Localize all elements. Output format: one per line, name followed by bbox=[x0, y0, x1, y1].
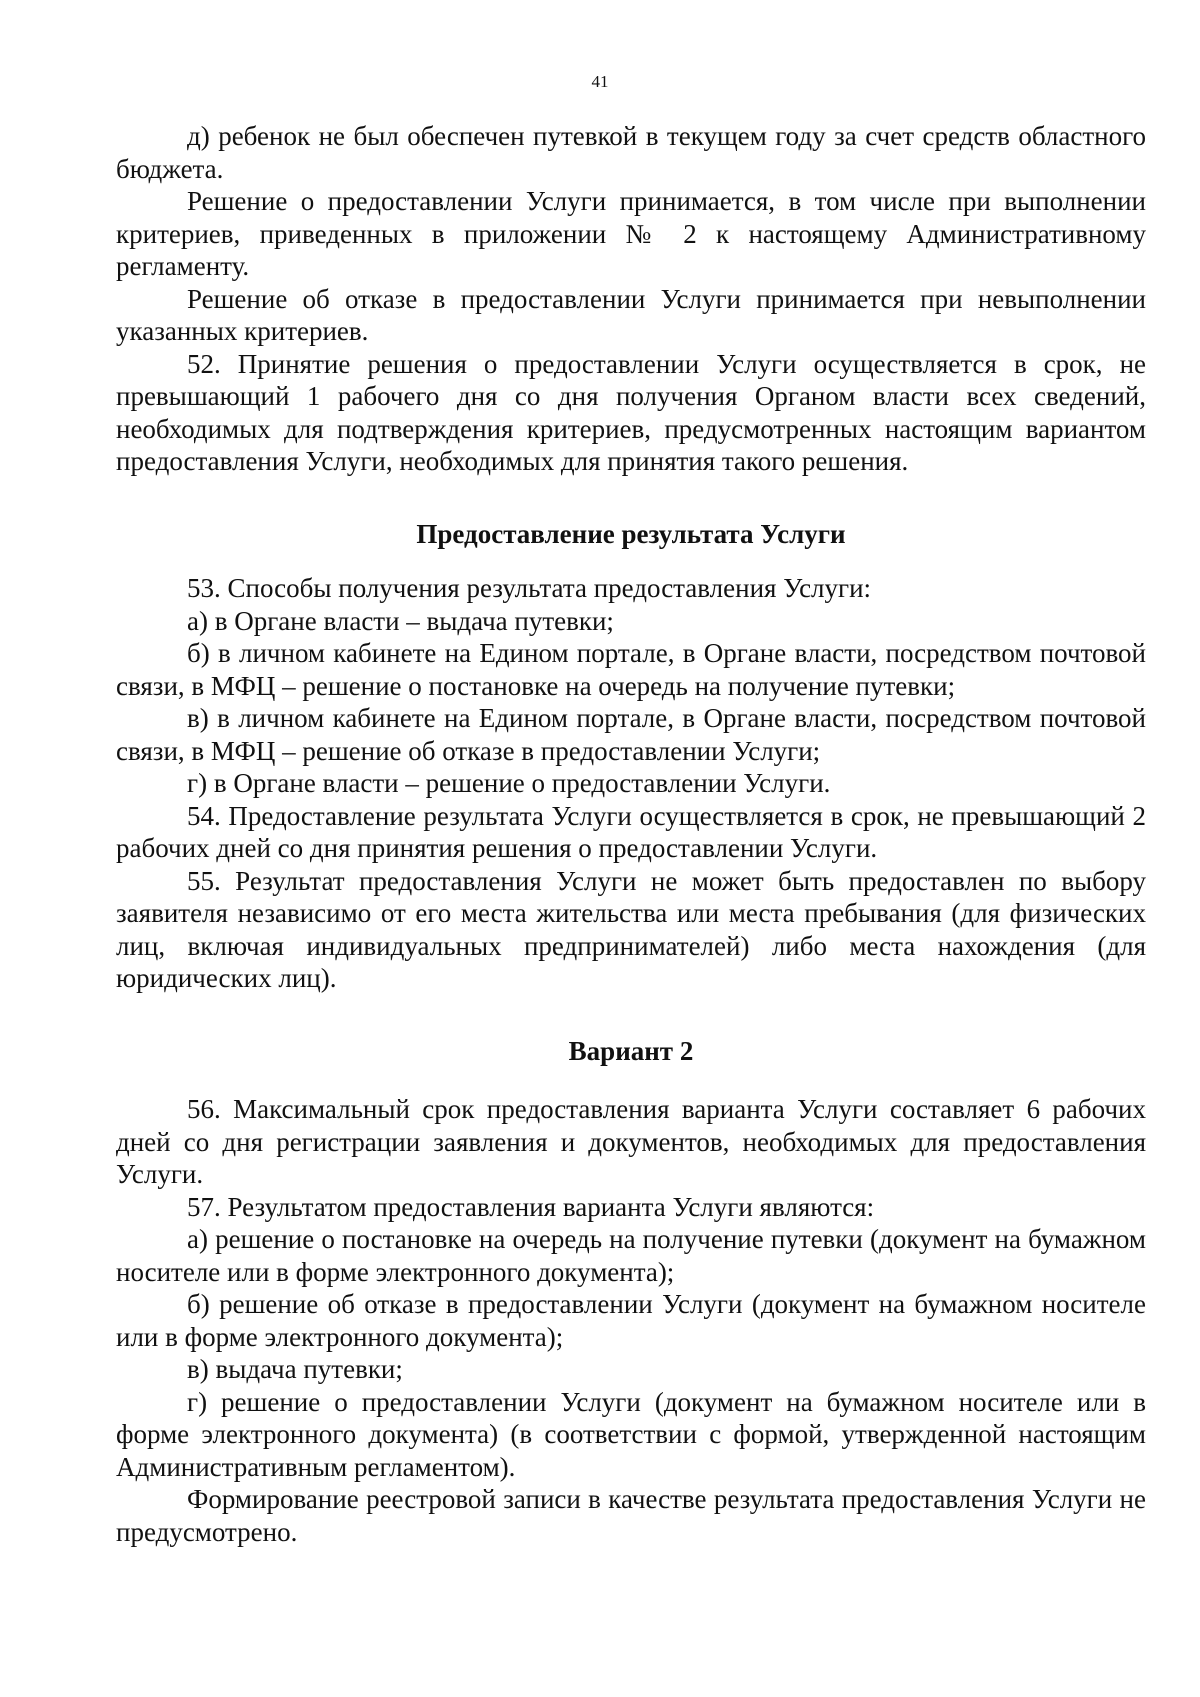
paragraph-57-g: г) решение о предоставлении Услуги (документ на бумажном носителе или в форме электронного документа) (в соответствии с формой, утвержденной настоящим Административным регламентом). bbox=[116, 1386, 1146, 1482]
paragraph-decision-refusal: Решение об отказе в предоставлении Услуги принимается при невыполнении указанных критериев. bbox=[116, 283, 1146, 346]
paragraph-52: 52. Принятие решения о предоставлении Услуги осуществляется в срок, не превышающий 1 рабочего дня со дня получения Органом власти всех сведений, необходимых для подтверждения критериев, предусмотренных настоящим вариантом предоставления Услуги, необходимых для принятия такого решения. bbox=[116, 348, 1146, 476]
paragraph-53-v: в) в личном кабинете на Едином портале, в Органе власти, посредством почтовой связи, в МФЦ – решение об отказе в предоставлении Услуги; bbox=[116, 703, 1146, 766]
document-body bbox=[116, 120, 1146, 1548]
paragraph-registry-record: Формирование реестровой записи в качестве результата предоставления Услуги не предусмотрено. bbox=[116, 1484, 1146, 1547]
paragraph-53-a: а) в Органе власти – выдача путевки; bbox=[187, 605, 614, 636]
paragraph-57-b: б) решение об отказе в предоставлении Услуги (документ на бумажном носителе или в форме электронного документа); bbox=[116, 1289, 1146, 1352]
paragraph-53-b: б) в личном кабинете на Едином портале, в Органе власти, посредством почтовой связи, в МФЦ – решение о постановке на очередь на получение путевки; bbox=[116, 638, 1146, 701]
paragraph-decision-grant: Решение о предоставлении Услуги принимается, в том числе при выполнении критериев, приведенных в приложении № 2 к настоящему Административному регламенту. bbox=[116, 186, 1146, 281]
paragraph-57: 57. Результатом предоставления варианта Услуги являются: bbox=[187, 1191, 875, 1222]
paragraph-item-d: д) ребенок не был обеспечен путевкой в текущем году за счет средств областного бюджета. bbox=[116, 121, 1146, 184]
paragraph-53: 53. Способы получения результата предоставления Услуги: bbox=[187, 573, 872, 603]
page-number: 41 bbox=[591, 72, 609, 91]
paragraph-55: 55. Результат предоставления Услуги не может быть предоставлен по выбору заявителя независимо от его места жительства или места пребывания (для физических лиц, включая индивидуальных предпринимателей) либо места нахождения (для юридических лиц). bbox=[116, 865, 1146, 993]
paragraph-56: 56. Максимальный срок предоставления варианта Услуги составляет 6 рабочих дней со дня регистрации заявления и документов, необходимых для предоставления Услуги. bbox=[116, 1094, 1146, 1189]
paragraph-53-g: г) в Органе власти – решение о предоставлении Услуги. bbox=[187, 768, 831, 798]
paragraph-57-v: в) выдача путевки; bbox=[187, 1354, 403, 1384]
section-heading-result: Предоставление результата Услуги bbox=[416, 518, 846, 549]
paragraph-54: 54. Предоставление результата Услуги осуществляется в срок, не превышающий 2 рабочих дней со дня принятия решения о предоставлении Услуги. bbox=[116, 800, 1146, 863]
section-heading-variant-2: Вариант 2 bbox=[568, 1035, 694, 1066]
paragraph-57-a: а) решение о постановке на очередь на получение путевки (документ на бумажном носителе или в форме электронного документа); bbox=[116, 1224, 1146, 1287]
